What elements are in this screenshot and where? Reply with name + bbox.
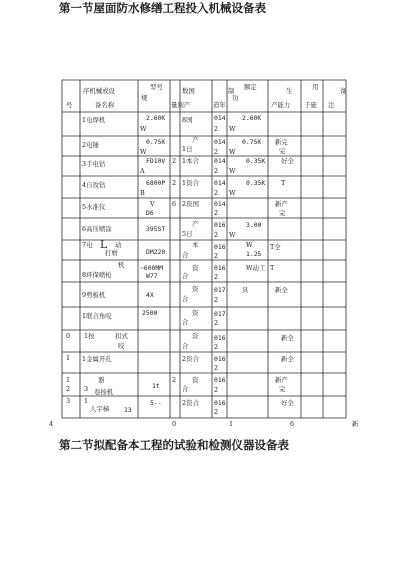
cell: 2.60K xyxy=(242,114,262,122)
cell: 6800P xyxy=(146,179,166,187)
cell: 1 xyxy=(229,420,234,428)
cell: T xyxy=(281,179,286,187)
cell: 新产 xyxy=(275,376,288,384)
cell: 合 xyxy=(182,295,189,303)
cell: 014 xyxy=(214,157,226,165)
header-equipment-name-2: 备名称 xyxy=(95,101,115,109)
cell: 2.60K xyxy=(146,114,166,122)
cell: 完 xyxy=(279,147,286,155)
cell: 2 xyxy=(214,231,219,239)
cell: 1.25 xyxy=(246,250,262,258)
cell: 2 xyxy=(214,343,219,351)
cell: 具 xyxy=(242,286,249,294)
cell: 2 xyxy=(214,189,219,197)
cell: 好全 xyxy=(281,399,294,407)
cell: 器 xyxy=(98,376,105,384)
cell: L xyxy=(100,238,108,251)
cell: 014 xyxy=(214,179,226,187)
cell: 2 xyxy=(214,408,219,416)
cell: 2 xyxy=(214,296,219,304)
header-remark-2: 注 xyxy=(328,101,335,109)
cell: 2 xyxy=(66,385,71,393)
cell: 打磨 xyxy=(105,249,118,257)
cell: 1日 xyxy=(182,145,193,153)
cell: 完 xyxy=(279,209,286,217)
cell: 2电锤 xyxy=(82,141,99,149)
cell: 2资合 xyxy=(182,399,199,407)
cell: 完 xyxy=(279,385,286,393)
cell: DM220 xyxy=(146,248,166,256)
cell: 8国 xyxy=(182,116,193,124)
cell: 2 xyxy=(214,252,219,260)
cell: 0 xyxy=(66,332,71,340)
cell: 7电 xyxy=(82,241,93,249)
cell: 016 xyxy=(214,376,226,384)
cell: 2 xyxy=(214,148,219,156)
cell: 016 xyxy=(214,243,226,251)
header-spec: 规 xyxy=(141,94,148,102)
cell: 6高压喷涂 xyxy=(82,225,112,233)
header-manufacture: 制 xyxy=(228,87,235,95)
cell: 3手电钻 xyxy=(82,160,106,168)
cell: 017 xyxy=(214,310,226,318)
cell: 1 xyxy=(66,354,71,362)
cell: 2 xyxy=(214,273,219,281)
cell: 1联合角咬 xyxy=(82,312,112,320)
cell: ~600MM xyxy=(140,264,164,272)
cell: 0.75K xyxy=(146,138,166,146)
cell: 产 xyxy=(192,220,199,228)
cell: 资 xyxy=(192,285,199,293)
cell: W动工 xyxy=(246,264,266,272)
cell: W xyxy=(140,148,147,156)
cell: 0.75K xyxy=(242,138,262,146)
cell: 2 xyxy=(172,376,177,384)
cell: 3 xyxy=(84,385,89,393)
cell: T全 xyxy=(270,243,281,251)
cell: 资 xyxy=(192,332,199,340)
cell: 扣式 xyxy=(115,332,128,340)
cell: 新 xyxy=(352,420,359,428)
cell: 014 xyxy=(214,138,226,146)
cell: 动 xyxy=(115,241,122,249)
header-model: 型号 xyxy=(150,83,163,91)
cell: 1按 xyxy=(84,332,95,340)
cell: 2 xyxy=(214,209,219,217)
cell: 1 xyxy=(84,397,89,405)
cell: 2500 xyxy=(142,309,158,317)
cell: 2 xyxy=(214,167,219,175)
cell: 合 xyxy=(182,272,189,280)
cell: 395ST xyxy=(146,225,166,233)
cell: 本 xyxy=(192,241,199,249)
header-equipment-name: 序机械或设 xyxy=(83,87,115,95)
cell: W xyxy=(229,167,236,175)
cell: 合 xyxy=(182,251,189,259)
cell: W xyxy=(229,125,236,133)
header-number: 号 xyxy=(66,101,73,109)
cell: 合 xyxy=(182,342,189,350)
cell: 017 xyxy=(214,286,226,294)
cell: W77 xyxy=(146,272,158,280)
cell: 资 xyxy=(192,376,199,384)
header-manufacture-year: 造年 xyxy=(213,101,226,109)
cell: 2资合 xyxy=(182,355,199,363)
cell: 新完 xyxy=(275,138,288,146)
cell: 资 xyxy=(192,264,199,272)
cell: 2 xyxy=(214,386,219,394)
cell: W xyxy=(229,189,236,197)
cell: 3 xyxy=(66,397,71,405)
cell: 2资国 xyxy=(182,200,199,208)
cell: 资 xyxy=(192,309,199,317)
cell: 3.00 xyxy=(246,221,262,229)
cell: W xyxy=(246,241,253,249)
section1-title: 第一节屋面防水修缮工程投入机械设备表 xyxy=(59,1,266,15)
cell: 6 xyxy=(290,420,295,428)
cell: 0.35K xyxy=(246,179,266,187)
cell: 新全 xyxy=(281,334,294,342)
cell: 2 xyxy=(214,364,219,372)
cell: 016 xyxy=(214,264,226,272)
cell: 咬 xyxy=(118,342,125,350)
cell: 5水准仪 xyxy=(82,203,106,211)
cell: W xyxy=(229,231,236,239)
cell: 产 xyxy=(192,136,199,144)
cell: 2 xyxy=(172,179,177,187)
cell: 0.35K xyxy=(246,157,266,165)
cell: 1电焊机 xyxy=(82,116,106,124)
section2-title: 第二节拟配备本工程的试验和检测仪器设备表 xyxy=(59,438,289,452)
cell: 新全 xyxy=(281,355,294,363)
cell: 9剪板机 xyxy=(82,291,106,299)
cell: 1 xyxy=(66,376,71,384)
cell: 13 xyxy=(124,406,132,414)
header-capacity: 产能力 xyxy=(271,101,291,109)
cell: 014 xyxy=(214,200,226,208)
cell: 6 xyxy=(172,200,177,208)
cell: 2 xyxy=(214,125,219,133)
cell: 合 xyxy=(182,385,189,393)
cell: 016 xyxy=(214,334,226,342)
cell: 4 xyxy=(49,420,54,428)
cell: 新全 xyxy=(275,286,288,294)
cell: 1金属开孔 xyxy=(82,355,112,363)
cell: 016 xyxy=(214,355,226,363)
cell: 好全 xyxy=(281,157,294,165)
header-quantity-origin: 数国 xyxy=(182,87,195,95)
header-production: 生 xyxy=(286,87,293,95)
header-rated: 额定 xyxy=(244,83,257,91)
cell: 016 xyxy=(214,399,226,407)
cell: 卷扬机 xyxy=(94,388,114,396)
cell: 1资合 xyxy=(182,179,199,187)
cell: FD10V xyxy=(146,157,166,165)
header-used-for: 用 xyxy=(312,83,319,91)
cell: W xyxy=(140,125,147,133)
header-power: 功 xyxy=(232,94,239,102)
cell: 1t xyxy=(152,382,160,390)
header-construction: 于施 xyxy=(304,101,317,109)
cell: A xyxy=(140,167,145,175)
cell: 016 xyxy=(214,221,226,229)
cell: 4X xyxy=(146,291,154,299)
cell: 机 xyxy=(118,261,125,269)
cell: B xyxy=(140,189,145,197)
cell: V xyxy=(150,200,155,208)
cell: 2 xyxy=(172,157,177,165)
cell: 014 xyxy=(214,114,226,122)
cell: 2 xyxy=(214,319,219,327)
cell: 1本合 xyxy=(182,157,199,165)
cell: 4自攻钻 xyxy=(82,181,106,189)
cell: 0 xyxy=(172,420,177,428)
cell: 5日 xyxy=(182,230,193,238)
cell: D6 xyxy=(146,209,154,217)
cell: T xyxy=(270,264,275,272)
header-quantity-origin-2: 量别产 xyxy=(171,101,191,109)
cell: 合 xyxy=(182,318,189,326)
cell: 8环保喷枪 xyxy=(82,271,112,279)
cell: 5-- xyxy=(150,399,162,407)
cell: 人字梯 xyxy=(90,405,110,413)
cell: W xyxy=(229,148,236,156)
cell: 新产 xyxy=(275,200,288,208)
header-remark: 备 xyxy=(340,87,347,95)
